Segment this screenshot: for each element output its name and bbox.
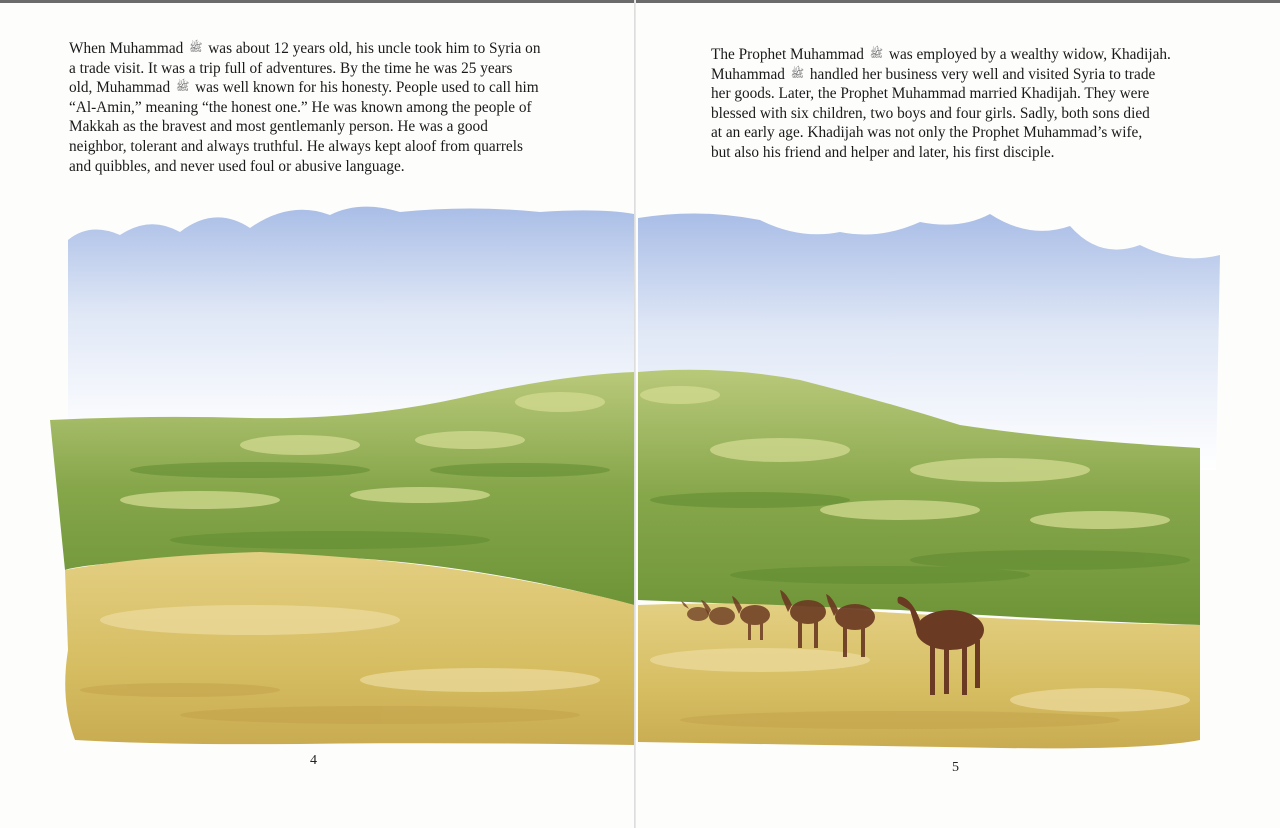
page-top-edge (0, 0, 1280, 3)
page-number-right: 5 (952, 760, 959, 775)
text-line: “Al-Amin,” meaning “the honest one.” He was known among the people of (69, 98, 532, 116)
text-line: The Prophet Muhammad ﷺ was employed by a wealthy widow, Khadijah. (711, 46, 1171, 63)
text-line: her goods. Later, the Prophet Muhammad married Khadijah. They were (711, 85, 1150, 103)
text-line: neighbor, tolerant and always truthful. He always kept aloof from quarrels (69, 137, 523, 155)
pbuh-symbol-icon: ﷺ (175, 81, 190, 94)
text-line: Muhammad ﷺ handled her business very well and visited Syria to trade (711, 65, 1156, 83)
text-line: at an early age. Khadijah was not only the Prophet Muhammad’s wife, (711, 124, 1143, 142)
text-line: When Muhammad ﷺ was about 12 years old, his uncle took him to Syria on (69, 40, 541, 57)
page-number-left: 4 (310, 753, 317, 768)
text-line: but also his friend and helper and later, his first disciple. (711, 143, 1055, 161)
pbuh-symbol-icon: ﷺ (790, 67, 805, 80)
book-gutter (634, 0, 636, 828)
text-line: old, Muhammad ﷺ was well known for his honesty. People used to call him (69, 79, 539, 97)
pbuh-symbol-icon: ﷺ (189, 42, 203, 54)
left-page-text (69, 39, 589, 176)
text-line: Makkah as the bravest and most gentlemanly person. He was a good (69, 118, 488, 136)
text-line: blessed with six children, two boys and four girls. Sadly, both sons died (711, 104, 1150, 122)
text-line: and quibbles, and never used foul or abusive language. (69, 157, 405, 175)
right-page-text (711, 45, 1221, 163)
text-line: a trade visit. It was a trip full of adventures. By the time he was 25 years (69, 59, 513, 77)
pbuh-symbol-icon: ﷺ (869, 48, 884, 60)
